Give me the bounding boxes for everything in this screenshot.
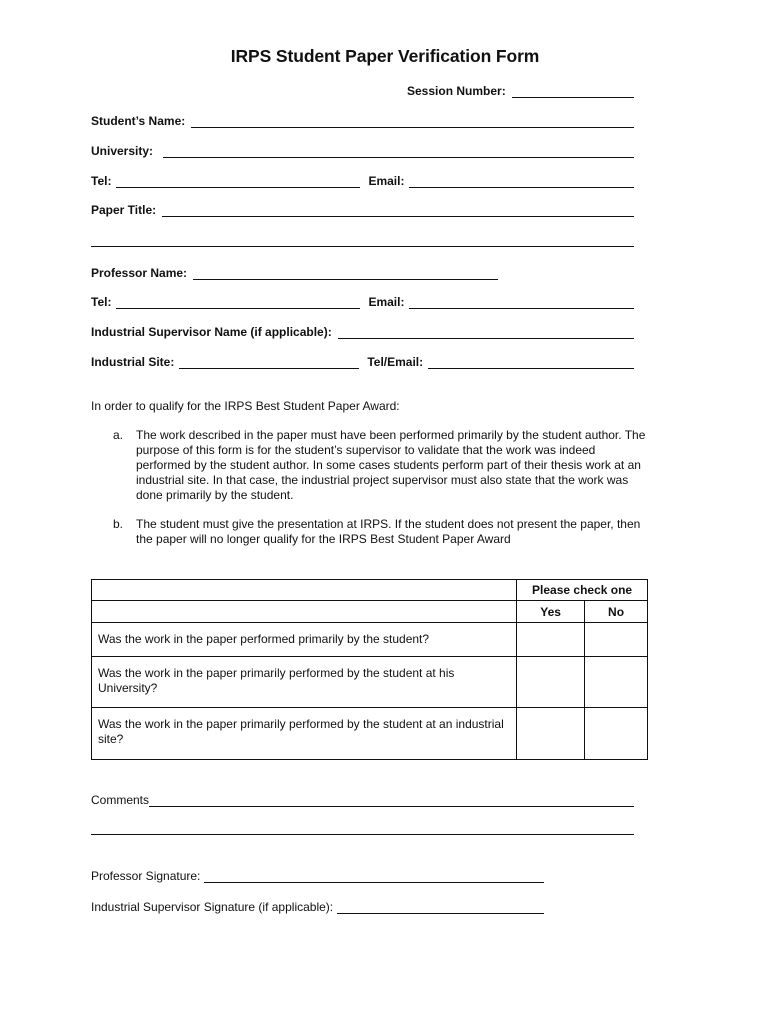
industrial-signature-row (91, 896, 544, 914)
industrial-site-field[interactable] (179, 354, 359, 369)
criteria-item-text: The work described in the paper must have been performed primarily by the student author. The purpose of this form is for the student’s supervisor to validate that the work was indeed performed by the student author. In some cases students perform part of their thesis work at an industrial site. In that case, the industrial project supervisor must also state that the work was done primarily by the student. (136, 428, 646, 502)
question-text: Was the work in the paper primarily performed by the student at an industrial site? (92, 708, 517, 760)
professor-name-row (91, 262, 498, 280)
student-tel-field[interactable] (116, 173, 360, 188)
session-number-label: Session Number: (407, 84, 506, 98)
professor-signature-field[interactable] (204, 868, 544, 883)
professor-name-field[interactable] (193, 265, 498, 280)
paper-title-label: Paper Title: (91, 203, 157, 217)
criteria-intro: In order to qualify for the IRPS Best Student Paper Award: (91, 399, 400, 413)
student-name-row (91, 110, 634, 128)
student-email-label: Email: (368, 174, 405, 188)
industrial-site-row (91, 351, 634, 369)
table-blank-cell (92, 601, 517, 623)
industrial-supervisor-label: Industrial Supervisor Name (if applicable): (91, 325, 332, 339)
criteria-item-a (113, 428, 653, 503)
tel-email-field[interactable] (428, 354, 634, 369)
no-checkbox-cell[interactable] (585, 623, 648, 657)
question-text: Was the work in the paper primarily performed by the student at his University? (92, 657, 517, 708)
tel-email-label: Tel/Email: (367, 355, 424, 369)
criteria-item-text: The student must give the presentation at IRPS. If the student does not present the paper, then the paper will no longer qualify for the IRPS Best Student Paper Award (136, 517, 641, 546)
no-checkbox-cell[interactable] (585, 657, 648, 708)
comments-field-line2[interactable] (91, 834, 634, 835)
table-row (92, 623, 648, 657)
comments-row (91, 789, 634, 807)
industrial-supervisor-row (91, 321, 634, 339)
paper-title-row (91, 199, 634, 217)
comments-label: Comments (91, 793, 150, 807)
professor-signature-label: Professor Signature: (91, 869, 201, 883)
yes-column-header: Yes (517, 601, 585, 623)
industrial-site-label: Industrial Site: (91, 355, 175, 369)
page-title: IRPS Student Paper Verification Form (230, 46, 540, 66)
table-row (92, 708, 648, 760)
university-row (91, 140, 634, 158)
verification-checklist-table (91, 579, 648, 760)
yes-checkbox-cell[interactable] (517, 708, 585, 760)
professor-email-field[interactable] (409, 294, 634, 309)
student-contact-row (91, 170, 634, 188)
industrial-signature-label: Industrial Supervisor Signature (if applicable): (91, 900, 334, 914)
session-number-row (407, 80, 634, 98)
industrial-signature-field[interactable] (337, 899, 544, 914)
table-corner-cell (92, 580, 517, 601)
industrial-supervisor-field[interactable] (338, 324, 634, 339)
comments-field[interactable] (149, 792, 634, 807)
no-column-header: No (585, 601, 648, 623)
check-header: Please check one (517, 580, 648, 601)
professor-signature-row (91, 865, 544, 883)
professor-name-label: Professor Name: (91, 266, 188, 280)
professor-contact-row (91, 291, 634, 309)
student-name-label: Student’s Name: (91, 114, 186, 128)
table-row (92, 657, 648, 708)
question-text: Was the work in the paper performed primarily by the student? (92, 623, 517, 657)
student-email-field[interactable] (409, 173, 634, 188)
university-field[interactable] (163, 143, 634, 158)
student-name-field[interactable] (191, 113, 634, 128)
professor-email-label: Email: (368, 295, 405, 309)
yes-checkbox-cell[interactable] (517, 657, 585, 708)
paper-title-field-line2[interactable] (91, 246, 634, 247)
student-tel-label: Tel: (91, 174, 112, 188)
no-checkbox-cell[interactable] (585, 708, 648, 760)
university-label: University: (91, 144, 154, 158)
professor-tel-field[interactable] (116, 294, 360, 309)
session-number-field[interactable] (512, 83, 634, 98)
yes-checkbox-cell[interactable] (517, 623, 585, 657)
criteria-item-b (113, 517, 653, 547)
criteria-item-marker: a. (113, 428, 124, 442)
criteria-item-marker: b. (113, 517, 124, 531)
paper-title-field[interactable] (162, 202, 634, 217)
professor-tel-label: Tel: (91, 295, 112, 309)
